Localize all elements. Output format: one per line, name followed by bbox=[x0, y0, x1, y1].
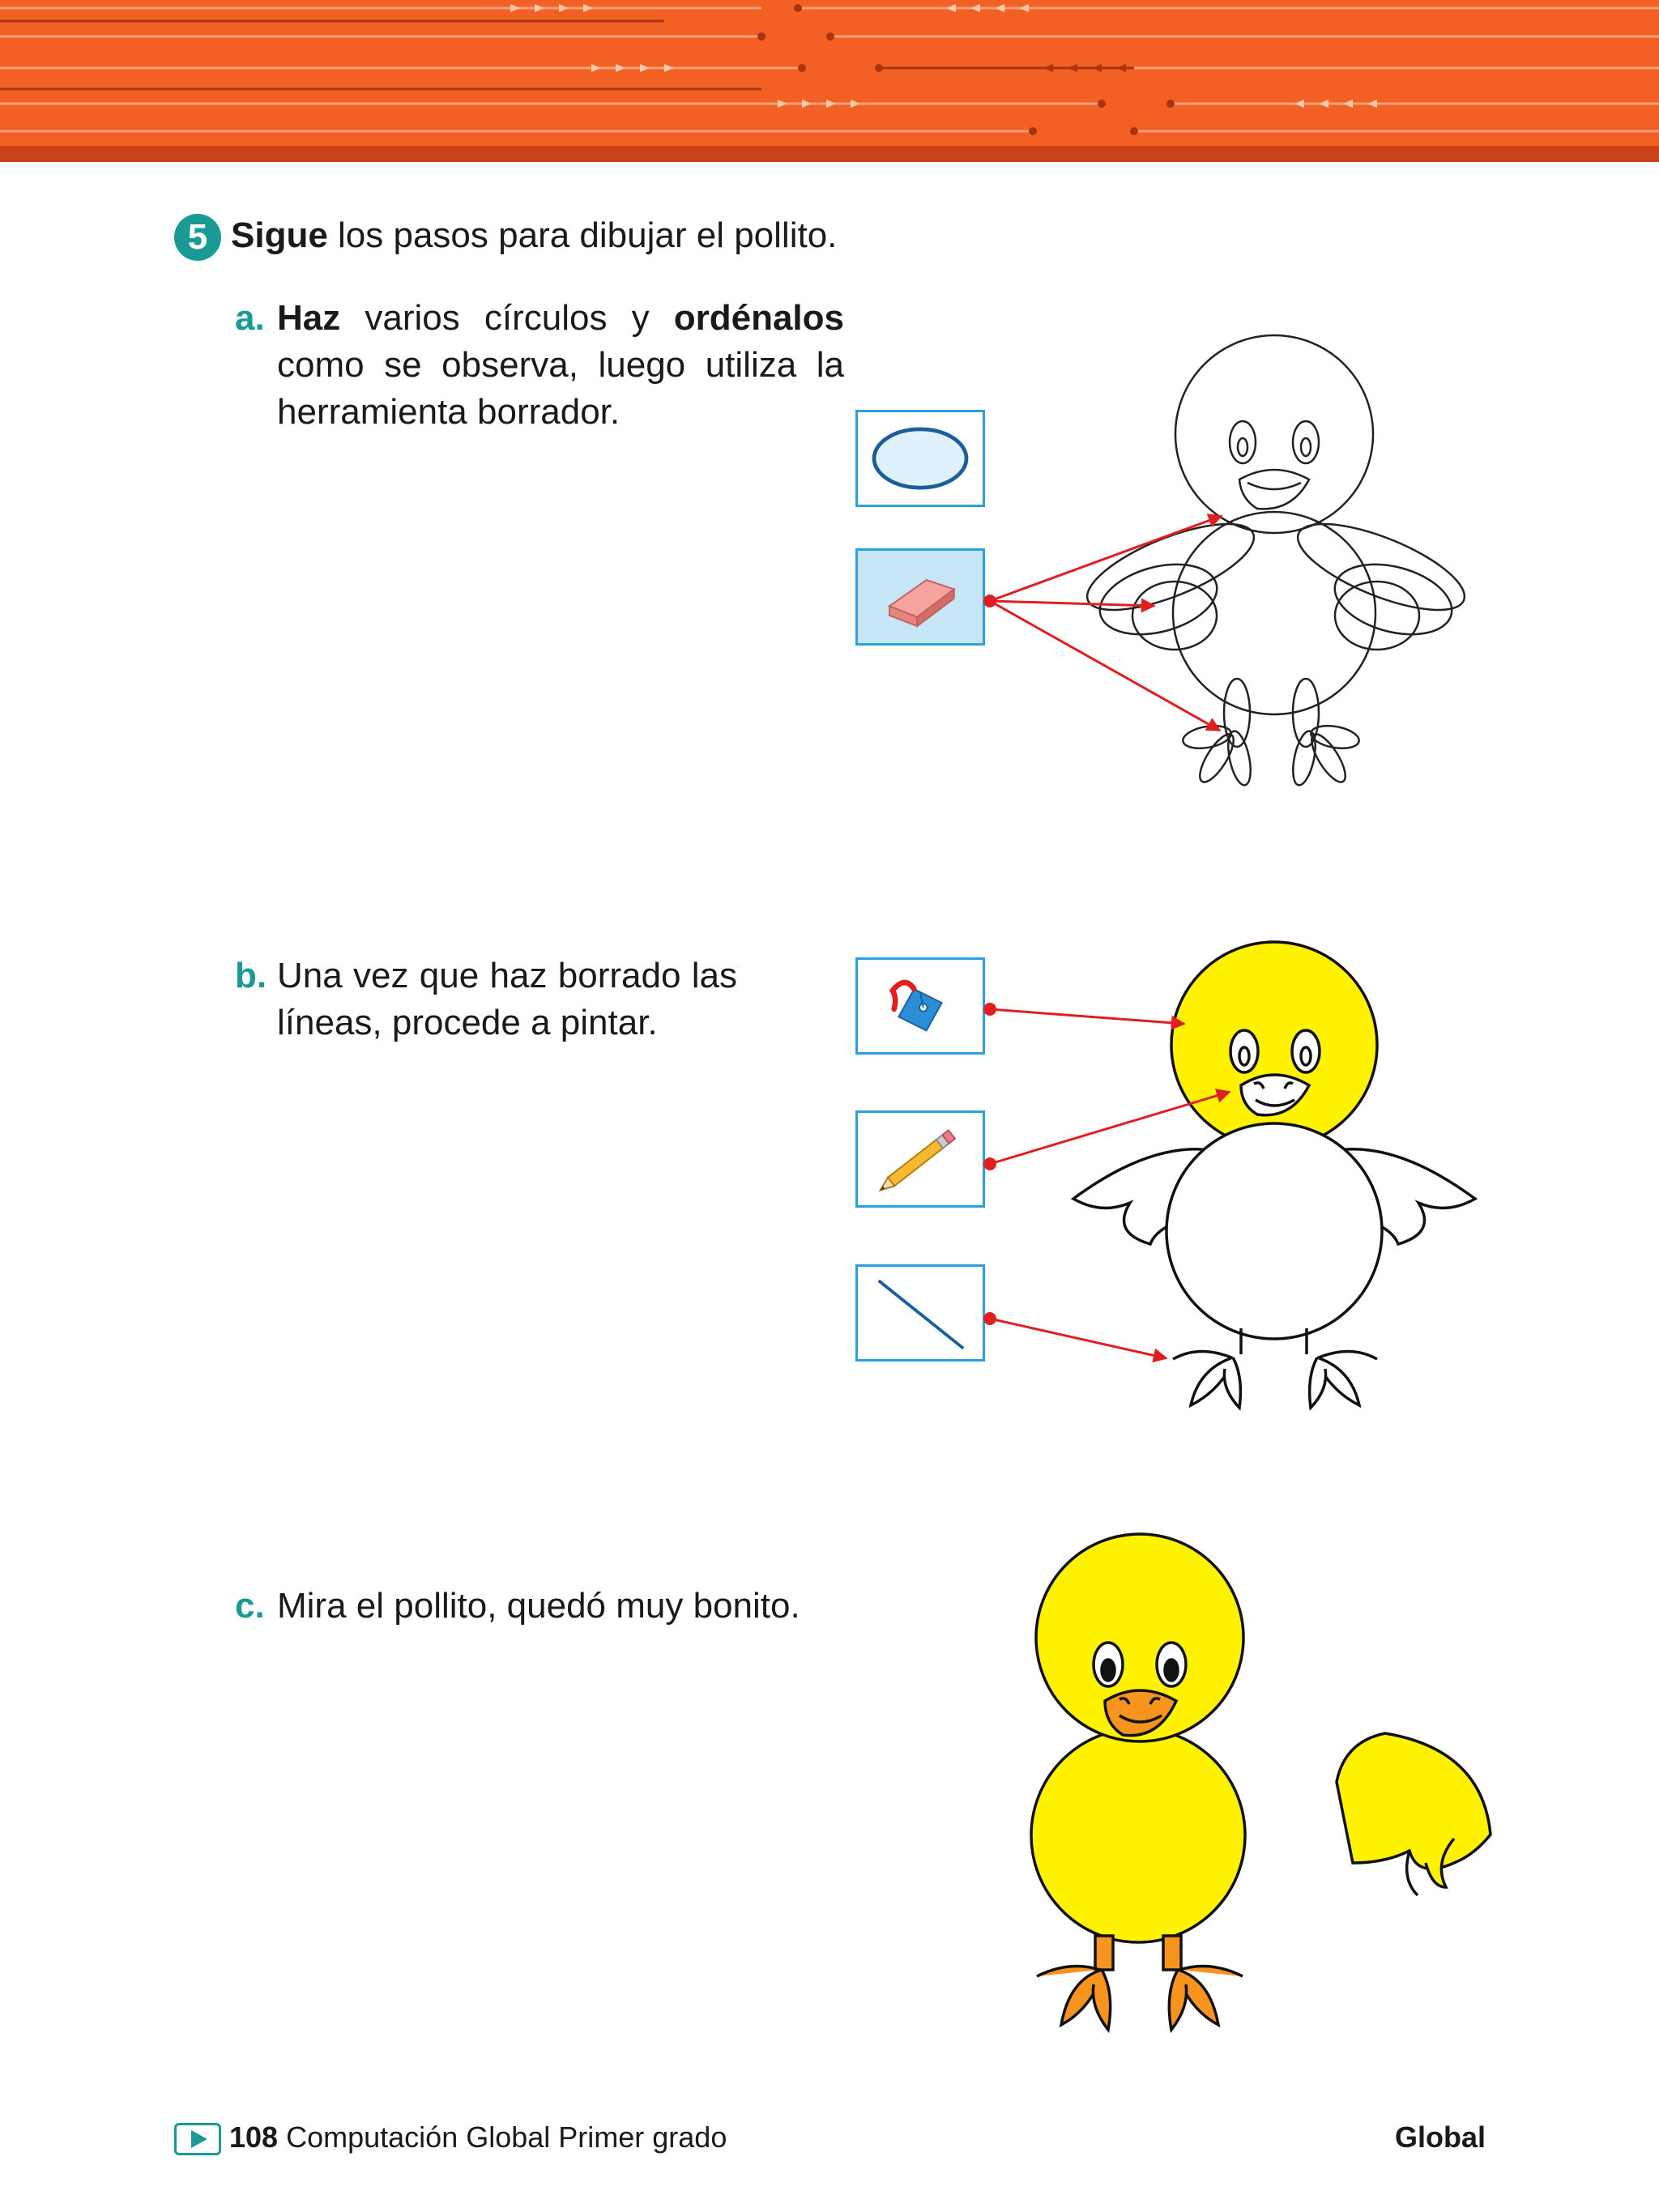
play-icon bbox=[174, 2123, 221, 2155]
page-number: 108 bbox=[229, 2120, 279, 2154]
publisher-brand: Global bbox=[1395, 2120, 1486, 2154]
step-b-text-1: Una vez que haz borrado las líneas, procede a pintar. bbox=[277, 956, 737, 1042]
title-bold: Sigue bbox=[231, 215, 328, 255]
chick-final bbox=[1031, 1534, 1491, 2030]
chick-outline-circles bbox=[1077, 335, 1475, 787]
step-a-bold-1: Haz bbox=[277, 298, 341, 338]
chick-partially-painted bbox=[1073, 942, 1475, 1408]
book-title: Computación Global Primer grado bbox=[286, 2120, 727, 2154]
step-a-bold-2: ordénalos bbox=[673, 298, 844, 338]
step-a-letter: a. bbox=[235, 298, 265, 338]
step-a-text-1: varios círculos y bbox=[340, 298, 674, 338]
step-a-text-2: como se observa, luego utiliza la herramienta borrador. bbox=[277, 345, 844, 432]
exercise-number-badge: 5 bbox=[174, 214, 221, 261]
page-footer bbox=[174, 2120, 727, 2155]
step-c-letter: c. bbox=[235, 1586, 265, 1626]
title-rest: los pasos para dibujar el pollito. bbox=[327, 215, 838, 255]
step-c-text-1: Mira el pollito, quedó muy bonito. bbox=[277, 1586, 800, 1626]
step-b-letter: b. bbox=[235, 956, 267, 995]
